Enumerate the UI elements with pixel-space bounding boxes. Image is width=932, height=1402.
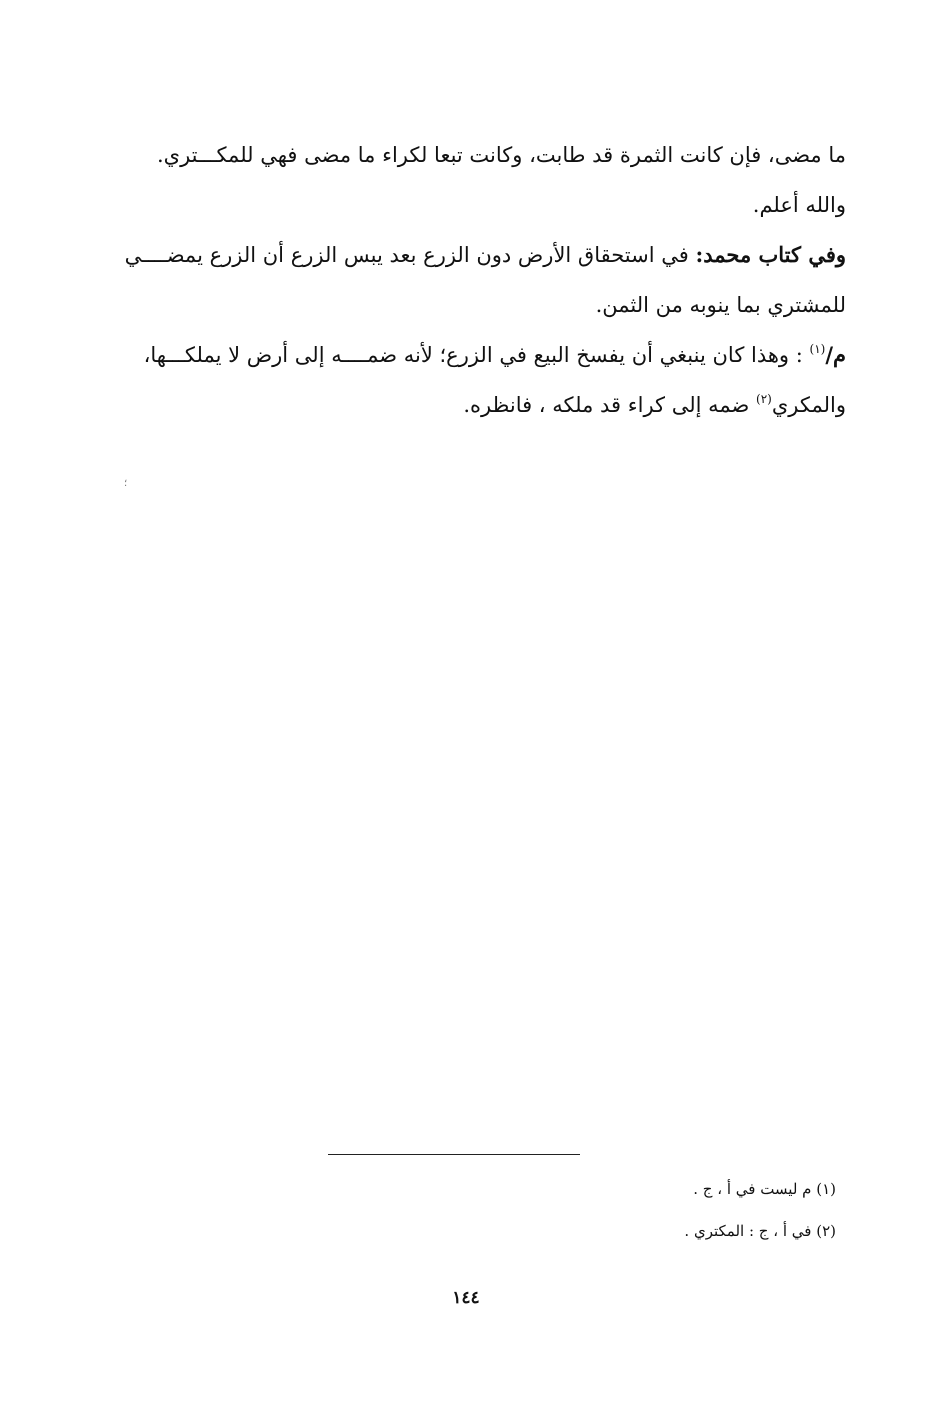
footnote-2: (٢) في أ ، ج : المكتري .	[684, 1222, 836, 1240]
paragraph-1	[112, 130, 846, 230]
paragraph-3-heading: م/	[825, 342, 846, 367]
paragraph-3-text-part-2: ضمه إلى كراء قد ملكه ، فانظره.	[463, 393, 757, 417]
paragraph-2-heading: وفي كتاب محمد:	[695, 242, 846, 267]
footnote-reference-2: (٢)	[756, 392, 772, 406]
stray-print-mark: ؛	[124, 478, 128, 489]
paragraph-2	[112, 230, 846, 330]
footnote-divider	[328, 1154, 580, 1155]
footnote-1: (١) م ليست في أ ، ج .	[693, 1180, 836, 1198]
paragraph-1-text: ما مضى، فإن كانت الثمرة قد طابت، وكانت تبعا لكراء ما مضى فهي للمكـــتري. والله أعلم.	[156, 143, 846, 217]
footnote-reference-1: (١)	[809, 342, 826, 356]
paragraph-3	[112, 330, 846, 430]
main-text-block	[112, 130, 846, 430]
paragraph-2-text: في استحقاق الأرض دون الزرع بعد يبس الزرع أن الزرع يمضــــي للمشتري بما ينوبه من الثمن.	[124, 243, 846, 317]
footnotes-block	[336, 1168, 836, 1252]
paragraph-3-text-part-1: : وهذا كان ينبغي أن يفسخ البيع في الزرع؛ لأنه ضمــــه إلى أرض لا يملكـــها، والمكري	[143, 343, 846, 417]
page-number: ١٤٤	[452, 1288, 480, 1308]
